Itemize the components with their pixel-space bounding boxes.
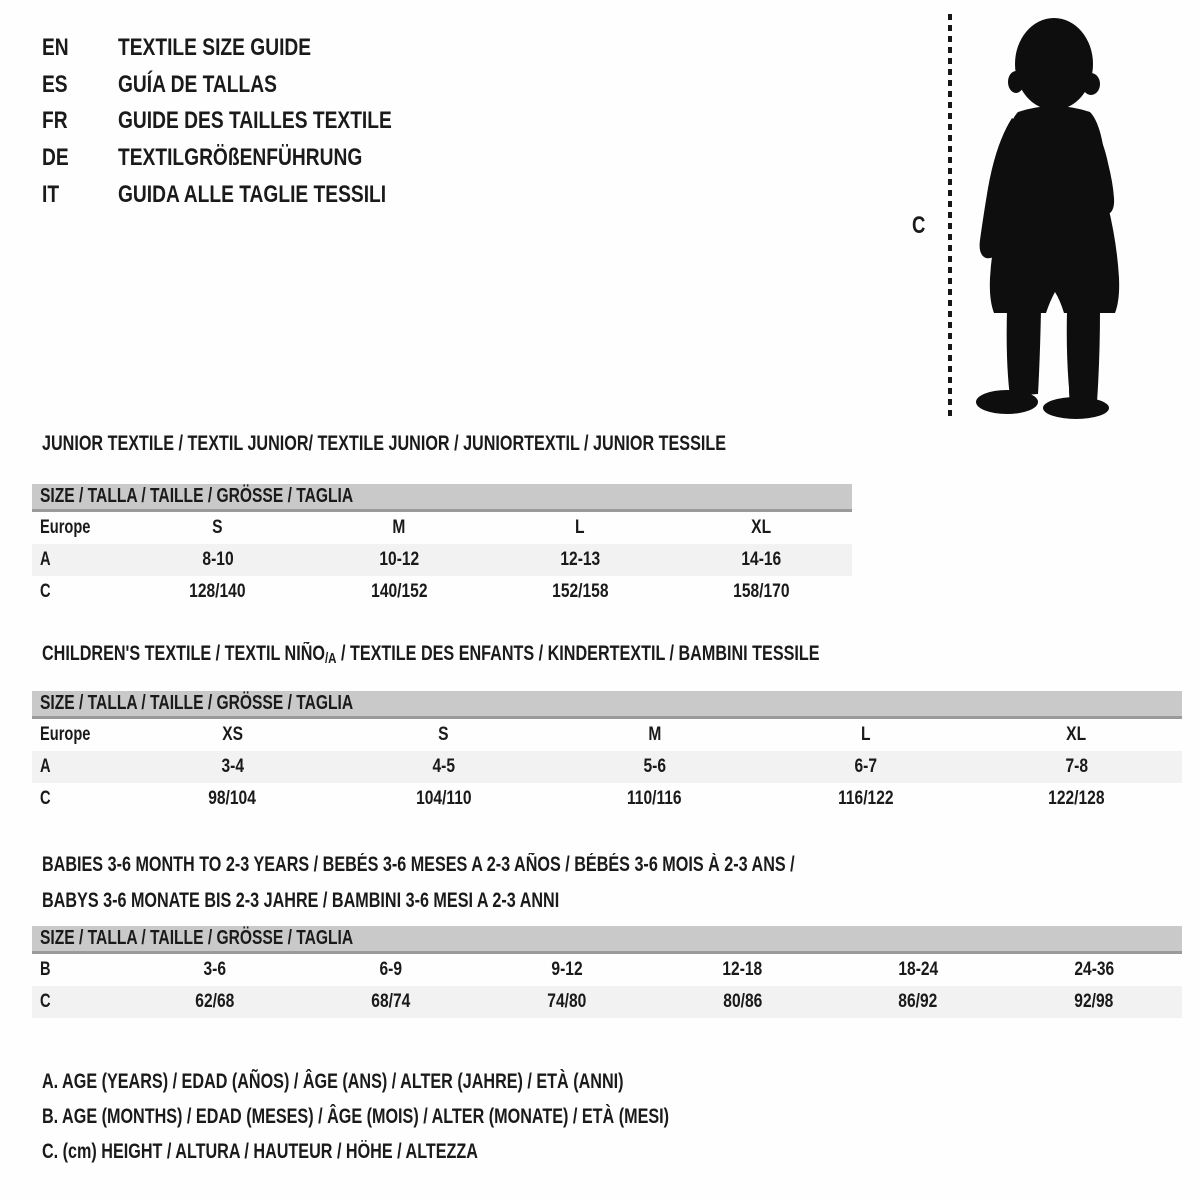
babies-section-heading bbox=[42, 847, 1020, 919]
note-height-cm: C. (cm) HEIGHT / ALTURA / HAUTEUR / HÖHE / ALTEZZA bbox=[42, 1140, 478, 1164]
language-title-fr: GUIDE DES TAILLES TEXTILE bbox=[118, 107, 392, 135]
footnotes bbox=[42, 1064, 856, 1170]
junior-row-sizes: Europe S M L XL bbox=[40, 517, 772, 538]
language-title-es: GUÍA DE TALLAS bbox=[118, 70, 277, 98]
babies-size-table bbox=[32, 926, 1182, 1018]
children-section-heading: CHILDREN'S TEXTILE / TEXTIL NIÑO/A / TEXTILE DES ENFANTS / KINDERTEXTIL / BAMBINI TESSILE bbox=[42, 642, 820, 667]
language-code-de: DE bbox=[42, 144, 69, 172]
junior-size-table bbox=[32, 484, 852, 608]
babies-heading-line-1: BABIES 3-6 MONTH TO 2-3 YEARS / BEBÉS 3-6 MESES A 2-3 AÑOS / BÉBÉS 3-6 MOIS À 2-3 ANS / bbox=[42, 852, 795, 876]
babies-table-size-header: SIZE / TALLA / TAILLE / GRÖSSE / TAGLIA bbox=[32, 926, 1182, 954]
children-table-size-header: SIZE / TALLA / TAILLE / GRÖSSE / TAGLIA bbox=[32, 691, 1182, 719]
toddler-silhouette bbox=[950, 8, 1150, 420]
language-code-fr: FR bbox=[42, 107, 68, 135]
children-size-table bbox=[32, 691, 1182, 815]
junior-table-size-header: SIZE / TALLA / TAILLE / GRÖSSE / TAGLIA bbox=[32, 484, 852, 512]
note-age-months: B. AGE (MONTHS) / EDAD (MESES) / ÂGE (MOIS) / ALTER (MONATE) / ETÀ (MESI) bbox=[42, 1105, 670, 1129]
language-code-en: EN bbox=[42, 34, 69, 62]
language-title-block bbox=[42, 30, 460, 213]
language-row-fr bbox=[42, 103, 460, 140]
children-row-sizes: Europe XS S M L XL bbox=[40, 724, 1087, 745]
height-measure-label: C bbox=[912, 212, 926, 239]
note-age-years: A. AGE (YEARS) / EDAD (AÑOS) / ÂGE (ANS) / ALTER (JAHRE) / ETÀ (ANNI) bbox=[42, 1069, 624, 1093]
language-title-de: TEXTILGRÖßENFÜHRUNG bbox=[118, 144, 363, 172]
babies-row-height: C 62/68 68/74 74/80 80/86 86/92 92/98 bbox=[32, 986, 1182, 1018]
babies-row-months: B 3-6 6-9 9-12 12-18 18-24 24-36 bbox=[40, 959, 1114, 980]
junior-section-heading: JUNIOR TEXTILE / TEXTIL JUNIOR/ TEXTILE JUNIOR / JUNIORTEXTIL / JUNIOR TESSILE bbox=[42, 432, 727, 455]
language-row-de bbox=[42, 140, 460, 177]
language-code-it: IT bbox=[42, 180, 60, 208]
children-row-height: C 98/104 104/110 110/116 116/122 122/128 bbox=[40, 788, 1105, 809]
babies-heading-line-2: BABYS 3-6 MONATE BIS 2-3 JAHRE / BAMBINI 3-6 MESI A 2-3 ANNI bbox=[42, 888, 560, 912]
language-row-it bbox=[42, 176, 460, 213]
junior-row-age: A 8-10 10-12 12-13 14-16 bbox=[32, 544, 852, 576]
language-row-es bbox=[42, 67, 460, 104]
children-row-age: A 3-4 4-5 5-6 6-7 7-8 bbox=[32, 751, 1182, 783]
language-title-en: TEXTILE SIZE GUIDE bbox=[118, 34, 312, 62]
language-row-en bbox=[42, 30, 460, 67]
junior-row-height: C 128/140 140/152 152/158 158/170 bbox=[40, 581, 790, 602]
language-title-it: GUIDA ALLE TAGLIE TESSILI bbox=[118, 180, 387, 208]
language-code-es: ES bbox=[42, 70, 68, 98]
